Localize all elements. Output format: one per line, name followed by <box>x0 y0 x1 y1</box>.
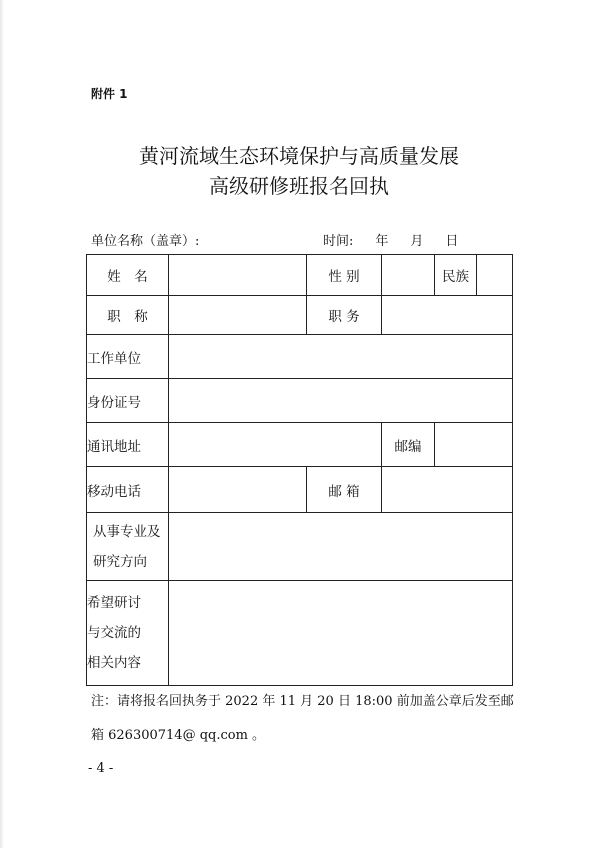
title-field[interactable] <box>169 296 307 335</box>
address-field[interactable] <box>169 423 382 467</box>
postcode-label: 邮编 <box>382 423 435 467</box>
ethnicity-label: 民族 <box>435 255 477 296</box>
specialty-label-line2: 研究方向 <box>93 553 147 570</box>
ethnicity-field[interactable] <box>477 255 513 296</box>
topics-label <box>87 581 169 686</box>
org-name-label: 单位名称（盖章）: <box>91 234 200 249</box>
row-name-gender-ethnicity <box>87 255 513 296</box>
mailbox-field[interactable] <box>382 467 513 513</box>
workplace-label: 工作单位 <box>87 335 169 379</box>
name-label: 姓 名 <box>87 255 169 296</box>
workplace-field[interactable] <box>169 335 513 379</box>
row-specialty <box>87 513 513 581</box>
time-label: 时间: <box>323 234 354 249</box>
specialty-label <box>87 513 169 581</box>
name-field[interactable] <box>169 255 307 296</box>
row-title-position <box>87 296 513 335</box>
note-line1: 注：请将报名回执务于 2022 年 11 月 20 日 18:00 前加盖公章后发至邮 <box>91 694 514 709</box>
note-line2: 箱 626300714@ qq.com 。 <box>91 728 266 743</box>
mobile-field[interactable] <box>169 467 307 513</box>
gender-label: 性 别 <box>307 255 382 296</box>
day-label: 日 <box>445 234 459 249</box>
topics-field[interactable] <box>169 581 513 686</box>
postcode-field[interactable] <box>435 423 513 467</box>
document-title-line1: 黄河流域生态环境保护与高质量发展 <box>139 144 459 168</box>
document-title-line2: 高级研修班报名回执 <box>209 174 389 198</box>
page-number: - 4 - <box>88 761 114 776</box>
id-number-field[interactable] <box>169 379 513 423</box>
specialty-label-line1: 从事专业及 <box>93 523 161 540</box>
attachment-label: 附件 1 <box>91 87 128 101</box>
topics-label-line3: 相关内容 <box>87 655 141 671</box>
row-workplace <box>87 335 513 379</box>
mobile-label: 移动电话 <box>87 467 169 513</box>
specialty-field[interactable] <box>169 513 513 581</box>
page-edge <box>0 0 4 848</box>
mailbox-label: 邮 箱 <box>307 467 382 513</box>
row-address-postcode <box>87 423 513 467</box>
row-id-number <box>87 379 513 423</box>
gender-field[interactable] <box>382 255 435 296</box>
position-label: 职 务 <box>307 296 382 335</box>
topics-label-line2: 与交流的 <box>87 625 141 641</box>
position-field[interactable] <box>382 296 513 335</box>
row-mobile-mailbox <box>87 467 513 513</box>
row-topics <box>87 581 513 686</box>
month-label: 月 <box>410 234 424 249</box>
address-label: 通讯地址 <box>87 423 169 467</box>
title-label: 职 称 <box>87 296 169 335</box>
registration-form-table <box>86 254 513 686</box>
date-line <box>323 230 458 249</box>
id-number-label: 身份证号 <box>87 379 169 423</box>
year-label: 年 <box>375 234 389 249</box>
topics-label-line1: 希望研讨 <box>87 595 141 611</box>
